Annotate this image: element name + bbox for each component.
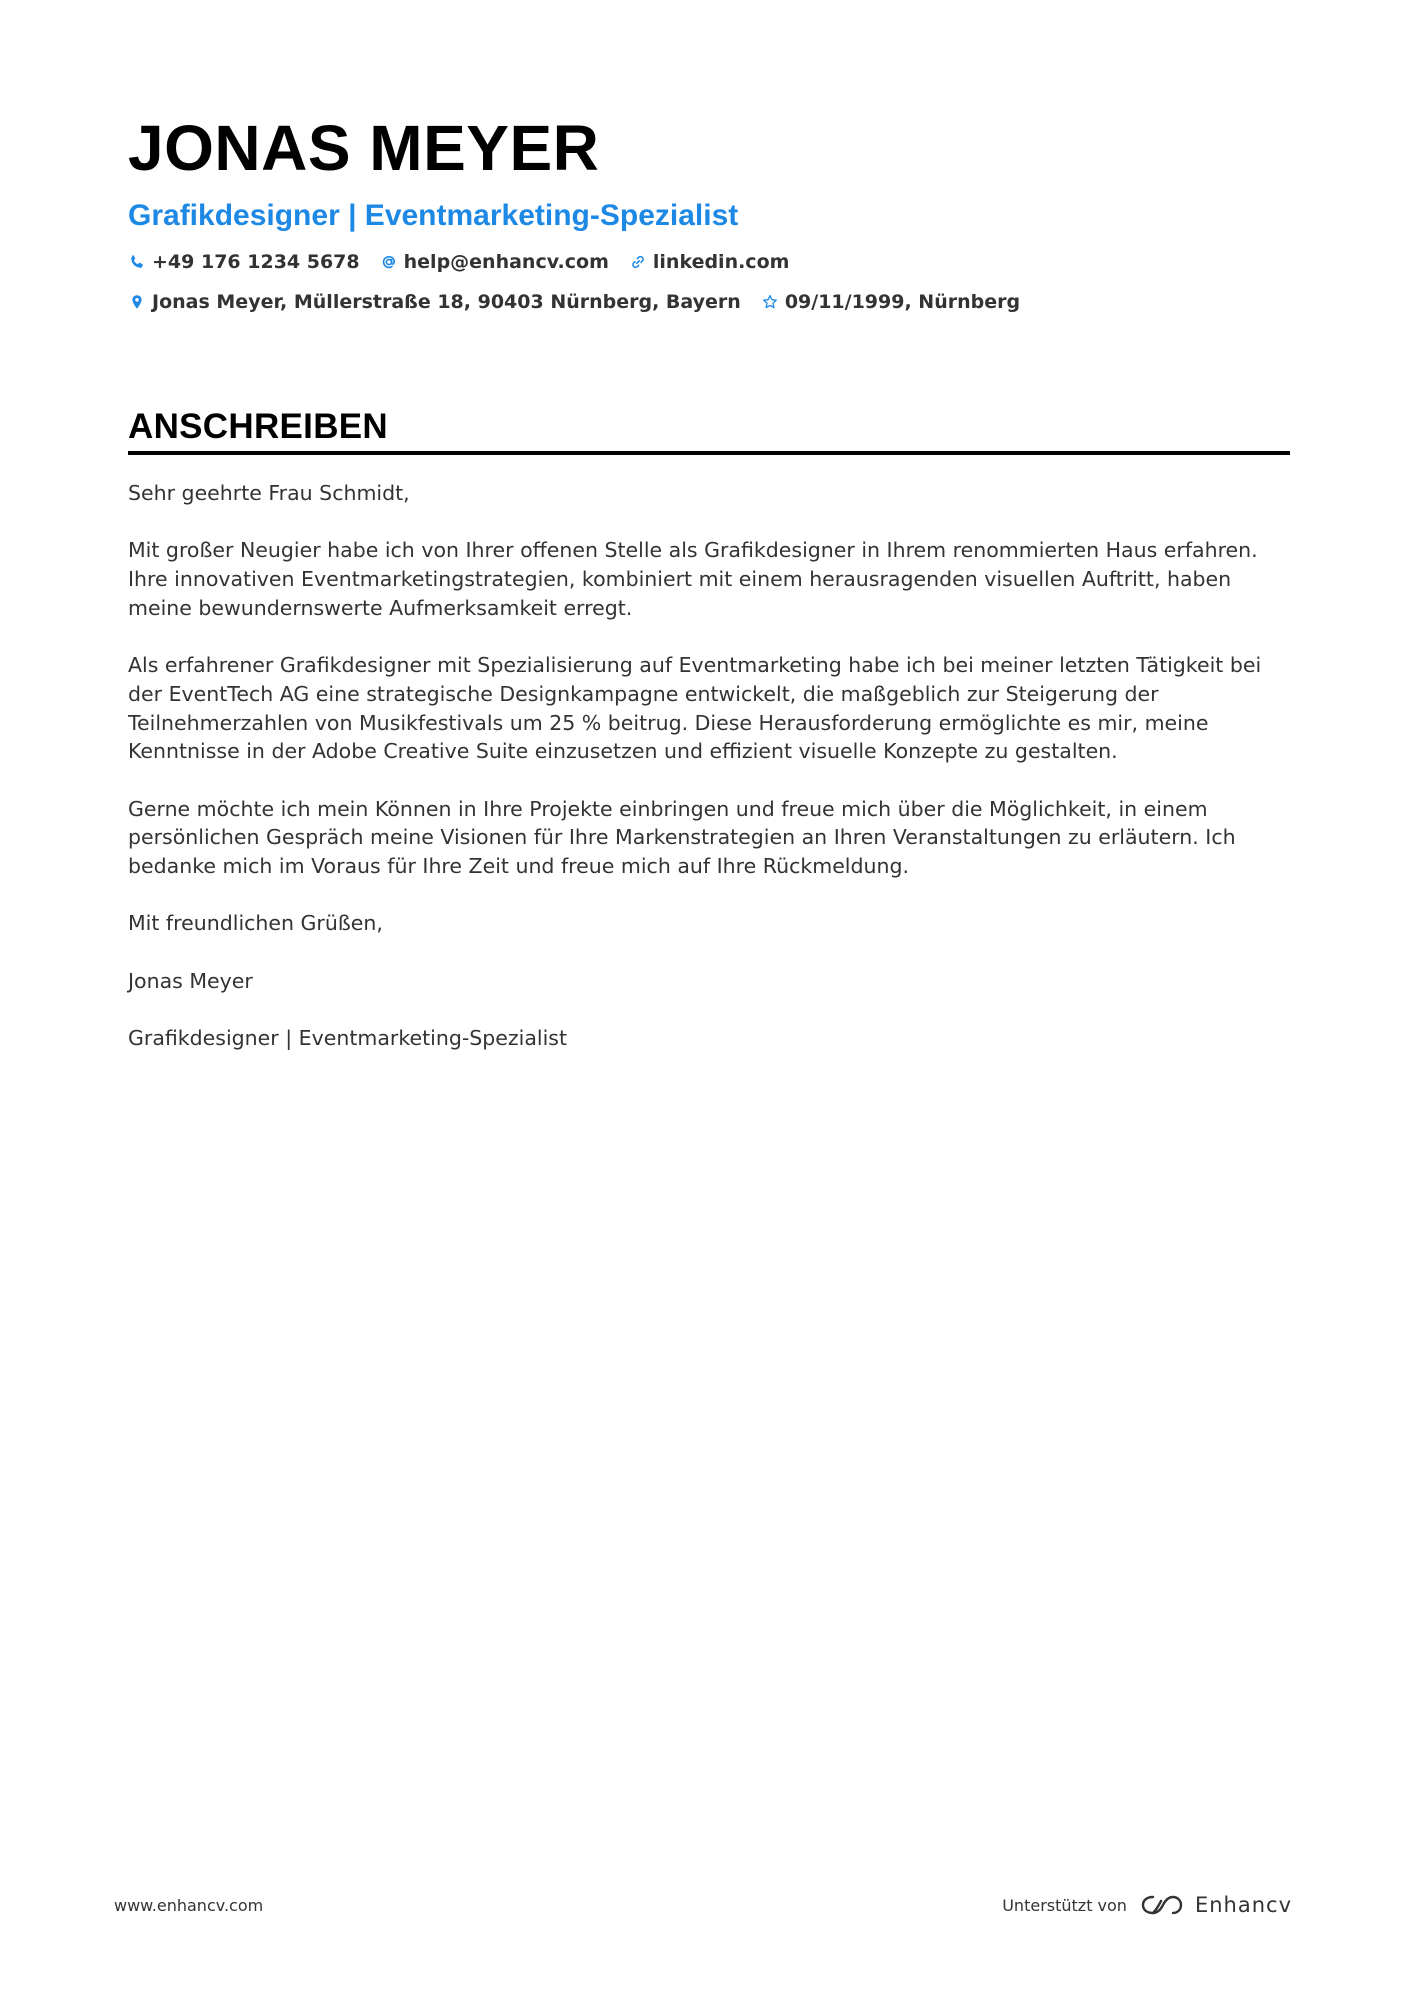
powered-by-label: Unterstützt von bbox=[1002, 1895, 1127, 1915]
contact-linkedin[interactable] bbox=[629, 251, 790, 273]
contact-birth-text: 09/11/1999, Nürnberg bbox=[784, 291, 1021, 313]
location-pin-icon bbox=[128, 292, 146, 312]
contact-email-text: help@enhancv.com bbox=[403, 251, 609, 273]
contact-row-primary bbox=[128, 248, 1290, 276]
section-divider bbox=[128, 451, 1290, 455]
contact-linkedin-text: linkedin.com bbox=[652, 251, 790, 273]
enhancv-logo-icon[interactable] bbox=[1139, 1892, 1292, 1918]
applicant-name: JONAS MEYER bbox=[128, 112, 600, 184]
at-icon bbox=[380, 252, 398, 272]
footer-branding bbox=[1002, 1892, 1292, 1918]
applicant-role: Grafikdesigner | Eventmarketing-Spezialist bbox=[128, 199, 739, 232]
page-footer bbox=[114, 1890, 1292, 1920]
letter-salutation: Sehr geehrte Frau Schmidt, bbox=[128, 481, 410, 505]
letter-signature-name: Jonas Meyer bbox=[128, 968, 253, 993]
letter-body bbox=[128, 479, 1290, 1053]
letter-paragraph: Als erfahrener Grafikdesigner mit Spezialisierung auf Eventmarketing habe ich bei meiner letzten Tätigkeit bei der EventTech AG eine strategische Designkampagne entwickelt, die maßgeblich zur Steigerung der Teilnehmerzahlen von Musikfestivals um 25 % beitrug. Diese Herausforderung ermöglichte es mir, meine Kenntnisse in der Adobe Creative Suite einzusetzen und effizient visuelle Konzepte zu gestalten. bbox=[128, 653, 1262, 764]
letter-closing: Mit freundlichen Grüßen, bbox=[128, 911, 383, 936]
cover-letter-section bbox=[128, 405, 1290, 1082]
contact-row-secondary bbox=[128, 288, 1290, 316]
link-icon bbox=[629, 252, 647, 272]
letter-paragraph: Mit großer Neugier habe ich von Ihrer offenen Stelle als Grafikdesigner in Ihrem renommierten Haus erfahren. Ihre innovativen Eventmarketingstrategien, kombiniert mit einem herausragenden visuellen Auftritt, haben meine bewundernswerte Aufmerksamkeit erregt. bbox=[128, 538, 1258, 620]
contact-phone-text: +49 176 1234 5678 bbox=[152, 251, 360, 273]
contact-phone bbox=[128, 251, 360, 273]
contact-address-text: Jonas Meyer, Müllerstraße 18, 90403 Nürnberg, Bayern bbox=[152, 291, 741, 313]
star-icon bbox=[761, 292, 779, 312]
contact-email[interactable] bbox=[380, 251, 609, 273]
contact-birth bbox=[761, 291, 1020, 313]
letter-signature-title: Grafikdesigner | Eventmarketing-Spezialist bbox=[128, 1026, 567, 1051]
footer-website-link[interactable]: www.enhancv.com bbox=[114, 1895, 264, 1915]
section-title: ANSCHREIBEN bbox=[128, 407, 388, 446]
letter-paragraph: Gerne möchte ich mein Können in Ihre Projekte einbringen und freue mich über die Möglichkeit, in einem persönlichen Gespräch meine Visionen für Ihre Markenstrategien an Ihren Veranstaltungen zu erläutern. Ich bedanke mich im Voraus für Ihre Zeit und freue mich auf Ihre Rückmeldung. bbox=[128, 796, 1236, 879]
brand-name: Enhancv bbox=[1194, 1893, 1292, 1917]
phone-icon bbox=[128, 252, 146, 272]
contact-address bbox=[128, 291, 741, 313]
resume-header bbox=[128, 108, 1290, 316]
